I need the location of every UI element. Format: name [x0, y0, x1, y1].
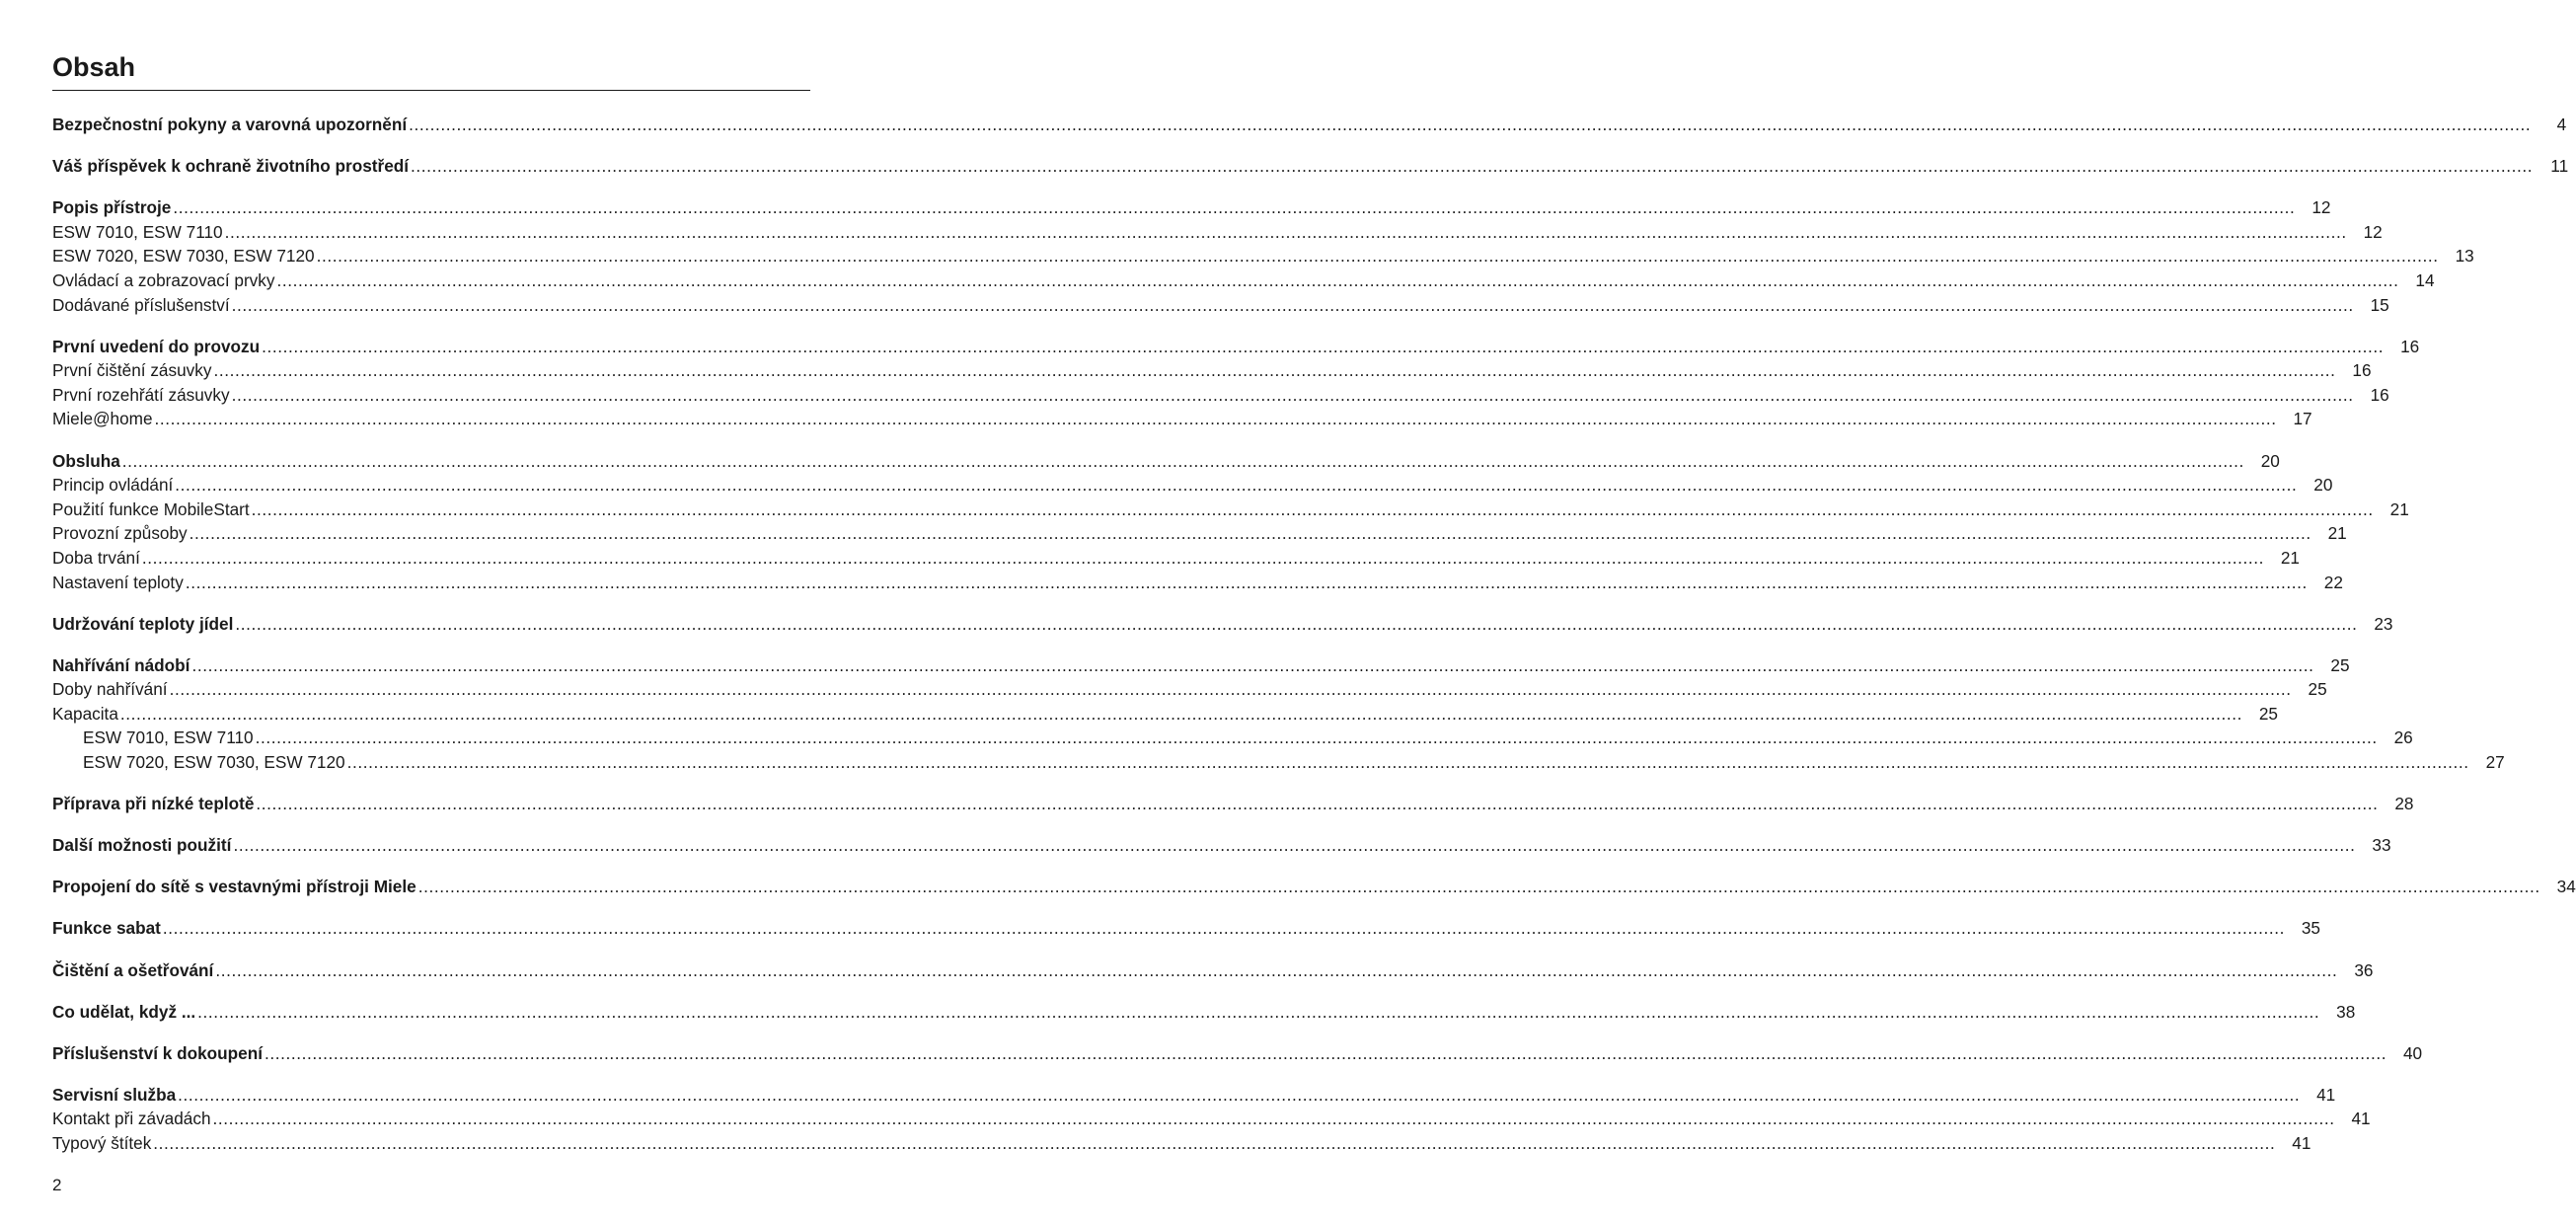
- toc-subentry[interactable]: [52, 726, 2413, 750]
- title-divider: [52, 90, 810, 91]
- toc-subentry[interactable]: [52, 358, 2372, 383]
- toc-dot-leader: ................................................................................................................................................................................................................................................................................................................................................................................................................: [417, 877, 2540, 897]
- toc-entry-title: Popis přístroje: [52, 197, 172, 218]
- toc-subentry[interactable]: [52, 383, 2389, 408]
- toc-entry-title: Bezpečnostní pokyny a varovná upozornění: [52, 115, 408, 134]
- toc-entry-page: 16: [2352, 360, 2372, 381]
- toc-subentry[interactable]: [52, 702, 2278, 727]
- toc-entry-title: Použití funkce MobileStart: [52, 498, 250, 519]
- toc-entry-page: 26: [2393, 727, 2413, 748]
- toc-entry-title: Kapacita: [52, 703, 118, 724]
- toc-dot-leader: ................................................................................................................................................................................................................................................................................................................................................................................................................: [346, 752, 2469, 773]
- toc-entry-page: 41: [2351, 1109, 2371, 1129]
- toc-entry-title: Nastavení teploty: [52, 572, 184, 592]
- toc-dot-leader: ................................................................................................................................................................................................................................................................................................................................................................................................................: [185, 572, 2308, 592]
- toc-entry-title: Propojení do sítě s vestavnými přístroji Miele: [52, 877, 417, 897]
- toc-section-entry[interactable]: [52, 195, 2331, 220]
- toc-dot-leader: ................................................................................................................................................................................................................................................................................................................................................................................................................: [189, 523, 2311, 544]
- toc-entry-title: Obsluha: [52, 450, 120, 471]
- toc-subentry[interactable]: [52, 1107, 2371, 1131]
- toc-entry-title: Provozní způsoby: [52, 523, 188, 544]
- toc-entry-title: Kontakt při závadách: [52, 1109, 211, 1129]
- toc-entry-title: První čištění zásuvky: [52, 360, 212, 381]
- toc-dot-leader: ................................................................................................................................................................................................................................................................................................................................................................................................................: [255, 727, 2378, 748]
- toc-dot-leader: ................................................................................................................................................................................................................................................................................................................................................................................................................: [411, 156, 2534, 177]
- toc-entry-title: Typový štítek: [52, 1133, 152, 1153]
- page-title: Obsah: [52, 52, 136, 82]
- toc-dot-leader: ................................................................................................................................................................................................................................................................................................................................................................................................................: [265, 1042, 2387, 1063]
- toc-entry-title: ESW 7020, ESW 7030, ESW 7120: [83, 752, 345, 773]
- toc-entry-page: 13: [2455, 246, 2474, 267]
- toc-dot-leader: ................................................................................................................................................................................................................................................................................................................................................................................................................: [233, 835, 2356, 856]
- toc-subentry[interactable]: [52, 268, 2435, 293]
- toc-entry-page: 41: [2316, 1084, 2336, 1105]
- toc-section-entry[interactable]: [52, 113, 2567, 137]
- toc-entry-page: 36: [2354, 959, 2374, 980]
- toc-entry-page: 28: [2394, 794, 2414, 814]
- toc-dot-leader: ................................................................................................................................................................................................................................................................................................................................................................................................................: [256, 794, 2379, 814]
- toc-dot-leader: ................................................................................................................................................................................................................................................................................................................................................................................................................: [212, 1109, 2335, 1129]
- toc-entry-page: 41: [2292, 1133, 2311, 1153]
- toc-section-entry[interactable]: [52, 958, 2374, 983]
- toc-subentry[interactable]: [52, 407, 2312, 431]
- toc-subentry[interactable]: [52, 293, 2389, 318]
- toc-subentry[interactable]: [52, 220, 2383, 245]
- toc-entry-title: Co udělat, když ...: [52, 1001, 196, 1022]
- toc-entry-page: 25: [2308, 679, 2327, 700]
- toc-section-entry[interactable]: [52, 1083, 2336, 1108]
- toc-section-entry[interactable]: [52, 875, 2576, 899]
- toc-entry-page: 4: [2556, 115, 2567, 134]
- toc-entry-page: 14: [2415, 269, 2435, 290]
- toc-section-entry[interactable]: [52, 1041, 2423, 1066]
- toc-section-entry[interactable]: [52, 916, 2320, 941]
- toc-section-entry[interactable]: [52, 792, 2414, 816]
- toc-entry-title: Doba trvání: [52, 547, 140, 568]
- toc-entry-title: Dodávané příslušenství: [52, 294, 230, 315]
- toc-dot-leader: ................................................................................................................................................................................................................................................................................................................................................................................................................: [162, 918, 2285, 939]
- toc-entry-title: Čištění a ošetřování: [52, 959, 214, 980]
- toc-entry-page: 15: [2370, 294, 2389, 315]
- toc-entry-page: 16: [2370, 384, 2389, 405]
- toc-subentry[interactable]: [52, 571, 2343, 595]
- toc-subentry[interactable]: [52, 473, 2333, 497]
- toc-entry-page: 35: [2301, 918, 2320, 939]
- toc-dot-leader: ................................................................................................................................................................................................................................................................................................................................................................................................................: [276, 269, 2399, 290]
- toc-dot-leader: ................................................................................................................................................................................................................................................................................................................................................................................................................: [231, 294, 2354, 315]
- toc-dot-leader: ................................................................................................................................................................................................................................................................................................................................................................................................................: [175, 475, 2298, 496]
- toc-subentry[interactable]: [52, 546, 2300, 571]
- toc-dot-leader: ................................................................................................................................................................................................................................................................................................................................................................................................................: [173, 197, 2296, 218]
- toc-dot-leader: ................................................................................................................................................................................................................................................................................................................................................................................................................: [197, 1001, 2320, 1022]
- toc-entry-title: Doby nahřívání: [52, 679, 168, 700]
- toc-entry-title: Funkce sabat: [52, 918, 161, 939]
- toc-subentry[interactable]: [52, 750, 2505, 775]
- toc-dot-leader: ................................................................................................................................................................................................................................................................................................................................................................................................................: [213, 360, 2336, 381]
- toc-dot-leader: ................................................................................................................................................................................................................................................................................................................................................................................................................: [178, 1084, 2301, 1105]
- toc-section-entry[interactable]: [52, 335, 2420, 359]
- toc-entry-page: 27: [2485, 752, 2505, 773]
- toc-section-entry[interactable]: [52, 833, 2391, 858]
- toc-entry-page: 21: [2327, 523, 2347, 544]
- toc-entry-page: 33: [2372, 835, 2391, 856]
- toc-entry-title: ESW 7010, ESW 7110: [83, 727, 254, 748]
- toc-section-entry[interactable]: [52, 653, 2350, 678]
- toc-entry-page: 20: [2260, 450, 2280, 471]
- toc-entry-page: 22: [2323, 572, 2343, 592]
- toc-dot-leader: ................................................................................................................................................................................................................................................................................................................................................................................................................: [191, 654, 2314, 675]
- toc-dot-leader: ................................................................................................................................................................................................................................................................................................................................................................................................................: [119, 703, 2242, 724]
- toc-dot-leader: ................................................................................................................................................................................................................................................................................................................................................................................................................: [231, 384, 2354, 405]
- toc-subentry[interactable]: [52, 244, 2474, 268]
- table-of-contents: [52, 113, 2576, 1156]
- toc-entry-title: Váš příspěvek k ochraně životního prostředí: [52, 156, 410, 177]
- toc-subentry[interactable]: [52, 677, 2327, 702]
- toc-entry-title: ESW 7010, ESW 7110: [52, 221, 223, 242]
- toc-subentry[interactable]: [52, 1131, 2311, 1156]
- toc-subentry[interactable]: [52, 521, 2347, 546]
- toc-entry-title: Další možnosti použití: [52, 835, 232, 856]
- toc-entry-page: 23: [2374, 613, 2393, 634]
- toc-dot-leader: ................................................................................................................................................................................................................................................................................................................................................................................................................: [235, 613, 2358, 634]
- toc-entry-page: 12: [2363, 221, 2383, 242]
- toc-dot-leader: ................................................................................................................................................................................................................................................................................................................................................................................................................: [121, 450, 2244, 471]
- toc-subentry[interactable]: [52, 497, 2409, 522]
- toc-entry-page: 17: [2293, 409, 2312, 429]
- toc-entry-title: Udržování teploty jídel: [52, 613, 234, 634]
- toc-section-entry[interactable]: [52, 154, 2569, 179]
- toc-dot-leader: ................................................................................................................................................................................................................................................................................................................................................................................................................: [215, 959, 2338, 980]
- toc-dot-leader: ................................................................................................................................................................................................................................................................................................................................................................................................................: [251, 498, 2374, 519]
- toc-dot-leader: ................................................................................................................................................................................................................................................................................................................................................................................................................: [316, 246, 2439, 267]
- toc-entry-page: 21: [2389, 498, 2409, 519]
- toc-entry-title: ESW 7020, ESW 7030, ESW 7120: [52, 246, 315, 267]
- toc-entry-page: 16: [2400, 336, 2420, 356]
- toc-entry-title: První uvedení do provozu: [52, 336, 261, 356]
- toc-entry-title: Nahřívání nádobí: [52, 654, 190, 675]
- toc-entry-page: 25: [2258, 703, 2278, 724]
- toc-section-entry[interactable]: [52, 1000, 2356, 1025]
- toc-entry-title: Příslušenství k dokoupení: [52, 1042, 263, 1063]
- toc-entry-page: 12: [2311, 197, 2331, 218]
- toc-entry-title: Ovládací a zobrazovací prvky: [52, 269, 275, 290]
- toc-entry-page: 11: [2550, 156, 2569, 177]
- toc-entry-title: První rozehřátí zásuvky: [52, 384, 230, 405]
- toc-entry-page: 38: [2336, 1001, 2356, 1022]
- toc-section-entry[interactable]: [52, 612, 2393, 637]
- toc-dot-leader: ................................................................................................................................................................................................................................................................................................................................................................................................................: [154, 409, 2277, 429]
- toc-entry-page: 21: [2280, 547, 2300, 568]
- toc-entry-title: Servisní služba: [52, 1084, 177, 1105]
- toc-dot-leader: ................................................................................................................................................................................................................................................................................................................................................................................................................: [409, 115, 2532, 134]
- toc-dot-leader: ................................................................................................................................................................................................................................................................................................................................................................................................................: [153, 1133, 2276, 1153]
- toc-dot-leader: ................................................................................................................................................................................................................................................................................................................................................................................................................: [224, 221, 2347, 242]
- toc-dot-leader: ................................................................................................................................................................................................................................................................................................................................................................................................................: [169, 679, 2292, 700]
- toc-entry-page: 25: [2330, 654, 2350, 675]
- toc-entry-title: Miele@home: [52, 409, 153, 429]
- toc-section-entry[interactable]: [52, 449, 2280, 474]
- toc-dot-leader: ................................................................................................................................................................................................................................................................................................................................................................................................................: [262, 336, 2385, 356]
- toc-entry-page: 20: [2313, 475, 2333, 496]
- toc-dot-leader: ................................................................................................................................................................................................................................................................................................................................................................................................................: [141, 547, 2264, 568]
- toc-entry-page: 40: [2402, 1042, 2423, 1063]
- toc-entry-title: Příprava při nízké teplotě: [52, 794, 255, 814]
- toc-entry-page: 34: [2556, 877, 2576, 897]
- toc-entry-title: Princip ovládání: [52, 475, 174, 496]
- page-number: 2: [52, 1176, 62, 1194]
